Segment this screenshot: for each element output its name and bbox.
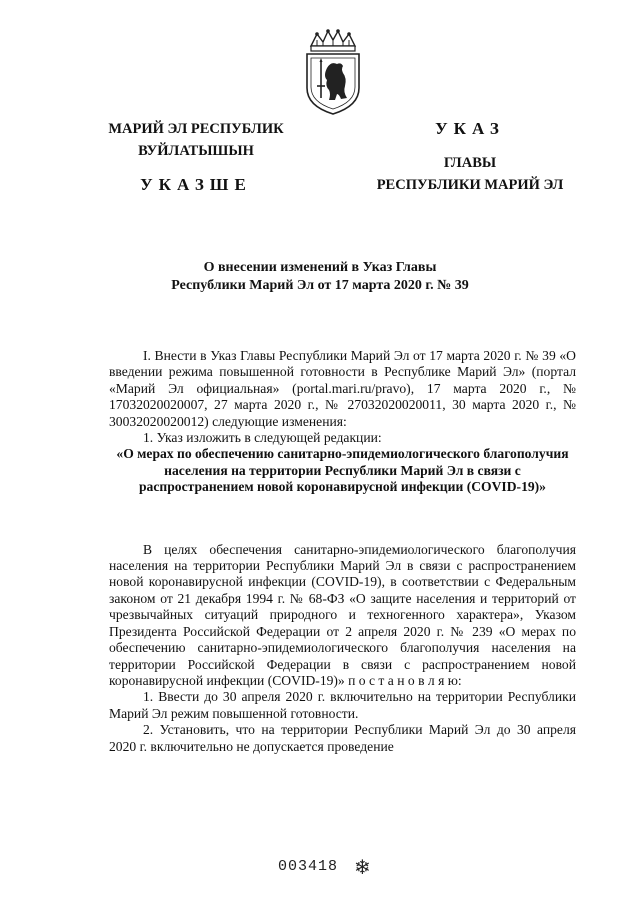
paragraph-amendment: I. Внести в Указ Главы Республики Марий Эл от 17 марта 2020 г. № 39 «О введении режима повышенной готовности в Республике Марий Эл» (портал «Марий Эл официальная» (portal.mari.ru/pravo), 17 марта 2020 г., № 17032020020007, 27 марта 2020 г., № 27032020020011, 30 марта 2020 г., № 30032020020012) следующие изменения: [109,348,576,429]
header-right-line1: ГЛАВЫ [443,155,497,171]
serial-number: 003418 [278,858,339,875]
header-left [96,118,296,196]
header-right-decree: УКАЗ [435,119,505,138]
document-title-line1: О внесении изменений в Указ Главы [203,260,437,275]
quoted-decree-title: «О мерах по обеспечению санитарно-эпидемиологического благополучия населения на территории Республики Марий Эл в связи с распространением новой коронавирусной инфекции (COVID-19)» [116,446,569,495]
header-left-line1: МАРИЙ ЭЛ РЕСПУБЛИК [108,121,284,137]
header-right-line2: РЕСПУБЛИКИ МАРИЙ ЭЛ [376,177,564,193]
header-left-decree: УКАЗШЕ [140,175,252,194]
coat-of-arms-icon [297,28,369,116]
paragraph-gap [109,496,576,542]
snowflake-mark-icon: ❄ [354,855,371,879]
header-right [355,118,585,196]
paragraph-clause-1: 1. Ввести до 30 апреля 2020 г. включительно на территории Республики Марий Эл режим повышенной готовности. [109,689,576,721]
header-left-line2: ВУЙЛАТЫШЫН [138,143,254,159]
paragraph-preamble: В целях обеспечения санитарно-эпидемиологического благополучия населения на территории Республики Марий Эл в связи с распространением новой коронавирусной инфекции (COVID-19), в соответствии с Федеральным законом от 21 декабря 1994 г. № 68-ФЗ «О защите населения и территорий от чрезвычайных ситуаций природного и техногенного характера», Указом Президента Российской Федерации от 2 апреля 2020 г. № 239 «О мерах по обеспечению санитарно-эпидемиологического благополучия населения на территории Российской Федерации в связи с распространением новой коронавирусной инфекции (COVID-19)» п о с т а н о в л я ю: [109,541,576,688]
document-title [110,259,530,295]
paragraph-clause-2: 2. Установить, что на территории Республики Марий Эл до 30 апреля 2020 г. включительно не допускается проведение [109,722,576,754]
document-body [109,348,576,755]
paragraph-item-1: 1. Указ изложить в следующей редакции: [143,430,382,446]
document-title-line2: Республики Марий Эл от 17 марта 2020 г. № 39 [171,278,469,293]
